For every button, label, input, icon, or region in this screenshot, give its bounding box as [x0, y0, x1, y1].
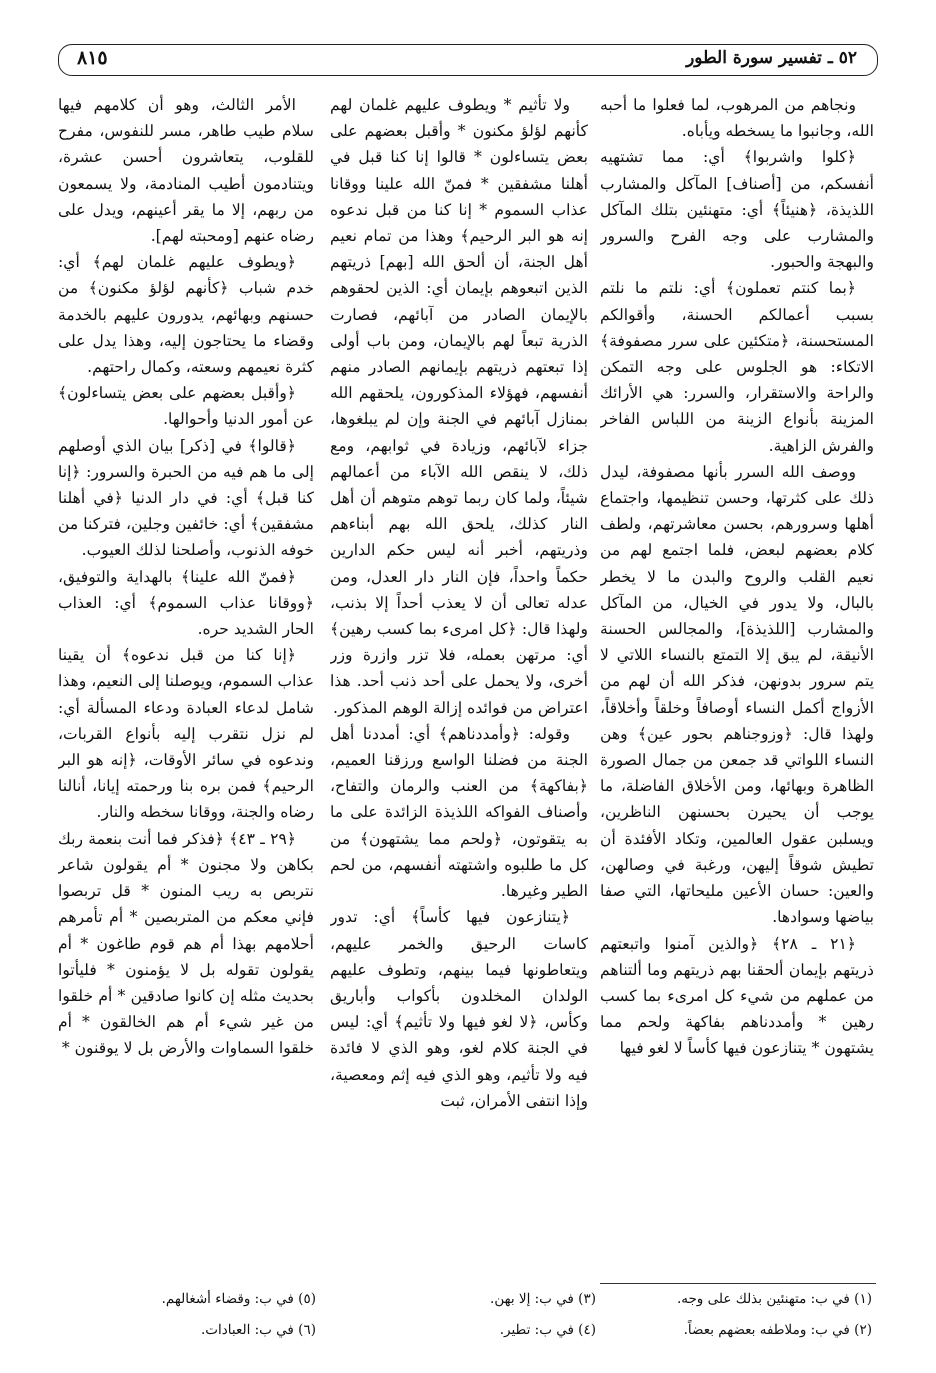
paragraph: ﴿٢٩ ـ ٤٣﴾ ﴿فذكر فما أنت بنعمة ربك بكاهن ولا مجنون * أم يقولون شاعر نتربص به ريب المنون * قل تربصوا فإني معكم من المتربصين * أم تأمرهم أحلامهم بهذا أم هم قوم طاغون * أم يقولون تقوله بل لا يؤمنون * فليأتوا بحديث مثله إن كانوا صادقين * أم خلقوا من غير شيء أم هم الخالقون * أم خلقوا السماوات والأرض بل لا يوقنون * — [58, 829, 314, 1058]
paragraph: ﴿كلوا واشربوا﴾ أي: مما تشتهيه أنفسكم، من [أصناف] المآكل والمشارب اللذيذة، ﴿هنيئاً﴾ أي: متهنئين بتلك المآكل والمشارب على وجه الفرح والسرور والبهجة والحبور. — [600, 148, 874, 272]
paragraph: ﴿بما كنتم تعملون﴾ أي: نلتم ما نلتم بسبب أعمالكم الحسنة، وأقوالكم المستحسنة، ﴿متكئين على سرر مصفوفة﴾ الاتكاء: هو الجلوس على وجه التمكن والراحة والاستقرار، والسرر: هي الأرائك المزينة بأنواع الزينة من اللباس الفاخر والفرش الزاهية. — [600, 279, 874, 455]
footnote-6: (٦) في ب: العبادات. — [201, 1322, 316, 1338]
paragraph: ﴿يتنازعون فيها كأساً﴾ أي: تدور كاسات الرحيق والخمر عليهم، ويتعاطونها فيما بينهم، وتطوف عليهم الولدان المخلدون بأكواب وأباريق وكأس، ﴿لا لغو فيها ولا تأثيم﴾ أي: ليس في الجنة كلام لغو، وهو الذي لا فائدة فيه ولا تأثيم، وهو الذي فيه إثم ومعصية، وإذا انتفى الأمران، ثبت — [330, 908, 588, 1110]
paragraph: ووصف الله السرر بأنها مصفوفة، ليدل ذلك على كثرتها، وحسن تنظيمها، واجتماع أهلها وسرورهم، بحسن معاشرتهم، ولطف كلام بعضهم لبعض، فلما اجتمع لهم من نعيم القلب والروح والبدن ما لا يخطر بالبال، ولا يدور في الخيال، من المآكل والمشارب [اللذيذة]، والمجالس الحسنة الأنيقة، لم يبق إلا التمتع بالنساء اللاتي لا يتم سرور بدونهن، فذكر الله أن لهم من الأزواج أكمل النساء أوصافاً وخلقاً وأخلاقاً، ولهذا قال: ﴿وزوجناهم بحور عين﴾ وهن النساء اللواتي قد جمعن من جمال الصورة الظاهرة وبهائها، ومن الأخلاق الفاضلة، ما يوجب أن يحيرن بحسنهن الناظرين، ويسلبن عقول العالمين، وتكاد الأفئدة أن تطيش شوقاً إليهن، ورغبة في وصالهن، والعين: حسان الأعين مليحاتها، التي صفا بياضها وسوادها. — [600, 462, 874, 927]
paragraph: ﴿وأقبل بعضهم على بعض يتساءلون﴾ عن أمور الدنيا وأحوالها. — [58, 384, 314, 429]
paragraph: ﴿قالوا﴾ في [ذكر] بيان الذي أوصلهم إلى ما هم فيه من الحبرة والسرور: ﴿إنا كنا قبل﴾ أي: في دار الدنيا ﴿في أهلنا مشفقين﴾ أي: خائفين وجلين، فتركنا من خوفه الذنوب، وأصلحنا لذلك العيوب. — [58, 436, 314, 560]
paragraph: ﴿فمنّ الله علينا﴾ بالهداية والتوفيق، ﴿ووقانا عذاب السموم﴾ أي: العذاب الحار الشديد حره. — [58, 567, 314, 639]
paragraph: ونجاهم من المرهوب، لما فعلوا ما أحبه الله، وجانبوا ما يسخطه ويأباه. — [600, 96, 874, 141]
page-header — [58, 44, 878, 76]
paragraph: ولا تأثيم * ويطوف عليهم غلمان لهم كأنهم لؤلؤ مكنون * وأقبل بعضهم على بعض يتساءلون * قالوا إنا كنا قبل في أهلنا مشفقين * فمنّ الله علينا ووقانا عذاب السموم * إنا كنا من قبل ندعوه إنه هو البر الرحيم﴾ وهذا من تمام نعيم أهل الجنة، أن ألحق الله [بهم] ذريتهم الذين اتبعوهم بإيمان أي: الذين لحقوهم بالإيمان الصادر من آبائهم، فصارت الذرية تبعاً لهم بالإيمان، ومن باب أولى إذا تبعتهم ذريتهم بإيمانهم الصادر منهم أنفسهم، فهؤلاء المذكورون، يلحقهم الله بمنازل آبائهم في الجنة وإن لم يبلغوها، جزاء لآبائهم، وزيادة في ثوابهم، ومع ذلك، لا ينقص الله الآباء من أعمالهم شيئاً، ولما كان ربما توهم متوهم أن أهل النار كذلك، يلحق الله بهم أبناءهم وذريتهم، أخبر أنه ليس حكم الدارين حكماً واحداً، فإن النار دار العدل، ومن عدله تعالى أن لا يعذب أحداً إلا بذنب، ولهذا قال: ﴿كل امرىء بما كسب رهين﴾ أي: مرتهن بعمله، فلا تزر وازرة وزر أخرى، ولا يحمل على أحد ذنب أحد. هذا اعتراض من فوائده إزالة الوهم المذكور. — [330, 96, 588, 717]
text-column-middle — [330, 92, 588, 1312]
paragraph: ﴿إنا كنا من قبل ندعوه﴾ أن يقينا عذاب السموم، ويوصلنا إلى النعيم، وهذا شامل لدعاء العبادة ودعاء المسألة أي: لم نزل نتقرب إليه بأنواع القربات، وندعوه في سائر الأوقات، ﴿إنه هو البر الرحيم﴾ فمن بره بنا ورحمته إيانا، أنالنا رضاه والجنة، ووقانا سخطه والنار. — [58, 646, 314, 822]
text-column-right — [600, 92, 874, 1312]
footnote-divider — [600, 1283, 876, 1284]
footnote-4: (٤) في ب: تطير. — [499, 1322, 596, 1338]
paragraph: ﴿ويطوف عليهم غلمان لهم﴾ أي: خدم شباب ﴿كأنهم لؤلؤ مكنون﴾ من حسنهم وبهائهم، يدورون عليهم بالخدمة وقضاء ما يحتاجون إليه، وهذا يدل على كثرة نعيمهم وسعته، وكمال راحتهم. — [58, 253, 314, 377]
paragraph: الأمر الثالث، وهو أن كلامهم فيها سلام طيب طاهر، مسر للنفوس، مفرح للقلوب، يتعاشرون أحسن عشرة، ويتنادمون أطيب المنادمة، ولا يسمعون من ربهم، إلا ما يقر أعينهم، ويدل على رضاه عنهم [ومحبته لهم]. — [58, 96, 314, 246]
paragraph: ﴿٢١ ـ ٢٨﴾ ﴿والذين آمنوا واتبعتهم ذريتهم بإيمان ألحقنا بهم ذريتهم وما ألتناهم من عملهم من شيء كل امرىء بما كسب رهين * وأمددناهم بفاكهة ولحم مما يشتهون * يتنازعون فيها كأساً لا لغو فيها — [600, 934, 874, 1058]
running-title: ٥٢ ـ تفسير سورة الطور — [686, 48, 857, 68]
footnote-3: (٣) في ب: إلا بهن. — [490, 1291, 596, 1307]
text-column-left — [58, 92, 314, 1312]
paragraph: وقوله: ﴿وأمددناهم﴾ أي: أمددنا أهل الجنة من فضلنا الواسع ورزقنا العميم، ﴿بفاكهة﴾ من العنب والرمان والتفاح، وأصناف الفواكه اللذيذة الزائدة على ما به يتقوتون، ﴿ولحم مما يشتهون﴾ من كل ما طلبوه واشتهته أنفسهم، من لحم الطير وغيرها. — [330, 724, 588, 901]
footnote-1: (١) في ب: متهنئين بذلك على وجه. — [676, 1291, 872, 1307]
footnote-2: (٢) في ب: وملاطفه بعضهم بعضاً. — [683, 1322, 872, 1338]
page-number: ٨١٥ — [77, 47, 108, 69]
footnote-5: (٥) في ب: وقضاء أشغالهم. — [161, 1291, 316, 1307]
